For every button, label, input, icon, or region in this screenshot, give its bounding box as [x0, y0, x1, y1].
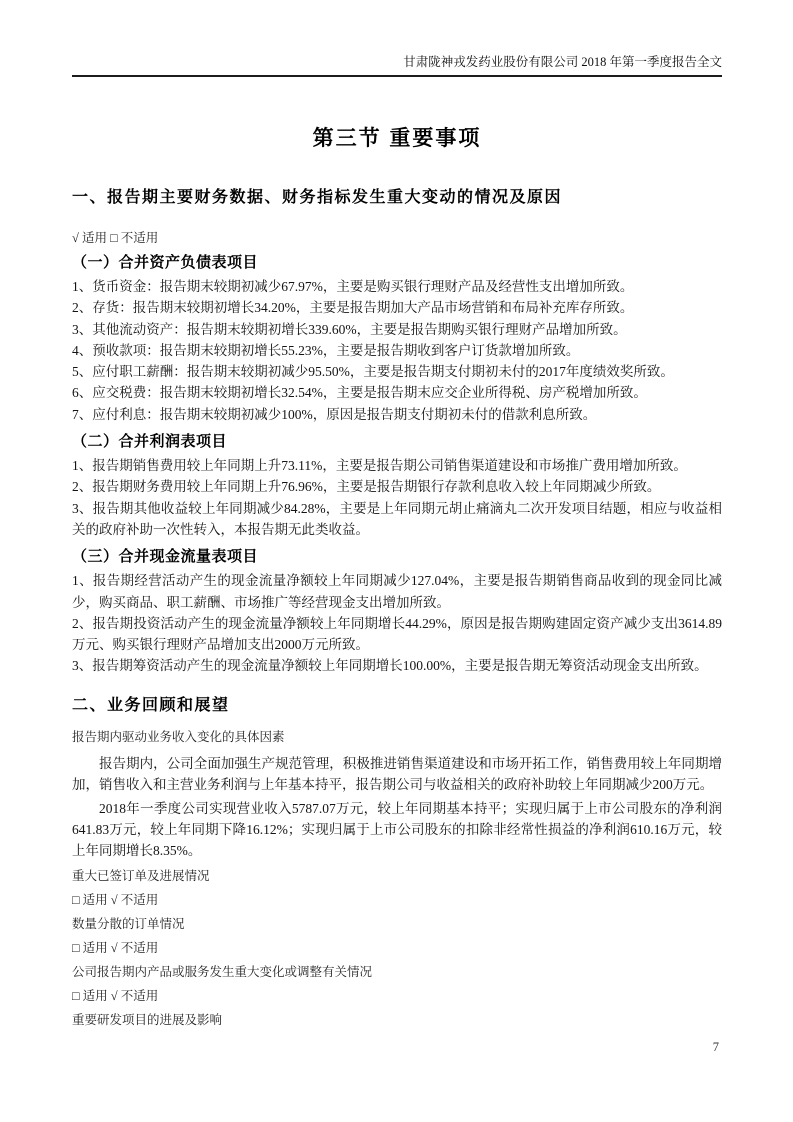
balance-sheet-item: 6、应交税费：报告期末较期初增长32.54%，主要是报告期末应交企业所得税、房产税增加所致。	[72, 385, 647, 401]
status-label: 数量分散的订单情况	[72, 916, 185, 931]
revenue-driver-label: 报告期内驱动业务收入变化的具体因素	[72, 729, 285, 744]
section-two-heading: 二、业务回顾和展望	[72, 696, 230, 714]
status-label: 公司报告期内产品或服务发生重大变化或调整有关情况	[72, 964, 373, 979]
balance-sheet-item: 7、应付利息：报告期末较期初减少100%，原因是报告期支付期初未付的借款利息所致。	[72, 406, 597, 422]
cash-flow-item: 3、报告期筹资活动产生的现金流量净额较上年同期增长100.00%，主要是报告期无筹资活动现金支出所致。	[72, 658, 708, 674]
status-label: 重大已签订单及进展情况	[72, 868, 210, 883]
section-one-applicability: √ 适用 □ 不适用	[72, 231, 159, 245]
running-header: 甘肃陇神戎发药业股份有限公司 2018 年第一季度报告全文	[403, 55, 722, 69]
status-block	[72, 868, 722, 1029]
balance-sheet-item: 4、预收款项：报告期末较期初增长55.23%，主要是报告期收到客户订货款增加所致。	[72, 342, 580, 358]
business-review-paragraph: 报告期内，公司全面加强生产规范管理，积极推进销售渠道建设和市场开拓工作，销售费用较上年同期增加，销售收入和主营业务利润与上年基本持平，报告期公司与收益相关的政府补助较上年同期减少200万元。	[72, 755, 722, 792]
cash-flow-subsection-heading: （三）合并现金流量表项目	[72, 548, 259, 566]
page-number: 7	[712, 1040, 719, 1054]
income-statement-item: 2、报告期财务费用较上年同期上升76.96%，主要是报告期银行存款利息收入较上年同期减少所致。	[72, 479, 661, 495]
page-title: 第三节 重要事项	[312, 127, 482, 150]
balance-sheet-item: 3、其他流动资产：报告期末较期初增长339.60%，主要是报告期购买银行理财产品增加所致。	[72, 321, 627, 337]
status-applicability: □ 适用 √ 不适用	[72, 892, 159, 907]
status-applicability: □ 适用 √ 不适用	[72, 988, 159, 1003]
cash-flow-item: 1、报告期经营活动产生的现金流量净额较上年同期减少127.04%，主要是报告期销售商品收到的现金同比减少，购买商品、职工薪酬、市场推广等经营现金支出增加所致。	[72, 573, 722, 610]
income-statement-subsection-heading: （二）合并利润表项目	[72, 433, 228, 451]
balance-sheet-item: 1、货币资金：报告期末较期初减少67.97%，主要是购买银行理财产品及经营性支出增加所致。	[72, 279, 634, 294]
header-rule	[72, 75, 722, 77]
balance-sheet-item: 2、存货：报告期末较期初增长34.20%，主要是报告期加大产品市场营销和布局补充库存所致。	[72, 300, 634, 316]
status-applicability: □ 适用 √ 不适用	[72, 940, 159, 955]
section-one-heading: 一、报告期主要财务数据、财务指标发生重大变动的情况及原因	[72, 189, 563, 206]
status-label: 重要研发项目的进展及影响	[72, 1012, 223, 1027]
balance-sheet-item: 5、应付职工薪酬：报告期末较期初减少95.50%，主要是报告期支付期初未付的2017年度绩效奖所致。	[72, 364, 674, 380]
income-statement-item: 1、报告期销售费用较上年同期上升73.11%，主要是报告期公司销售渠道建设和市场推广费用增加所致。	[72, 458, 687, 474]
balance-sheet-subsection-heading: （一）合并资产负债表项目	[72, 254, 259, 271]
income-statement-item: 3、报告期其他收益较上年同期减少84.28%，主要是上年同期元胡止痛滴丸二次开发项目结题，相应与收益相关的政府补助一次性转入，本报告期无此类收益。	[72, 500, 722, 537]
business-review-paragraph: 2018年一季度公司实现营业收入5787.07万元，较上年同期基本持平；实现归属于上市公司股东的净利润641.83万元，较上年同期下降16.12%；实现归属于上市公司股东的扣除非经常性损益的净利润610.16万元，较上年同期增长8.35%。	[72, 801, 722, 858]
cash-flow-item: 2、报告期投资活动产生的现金流量净额较上年同期增长44.29%，原因是报告期购建固定资产减少支出3614.89万元、购买银行理财产品增加支出2000万元所致。	[72, 615, 722, 653]
